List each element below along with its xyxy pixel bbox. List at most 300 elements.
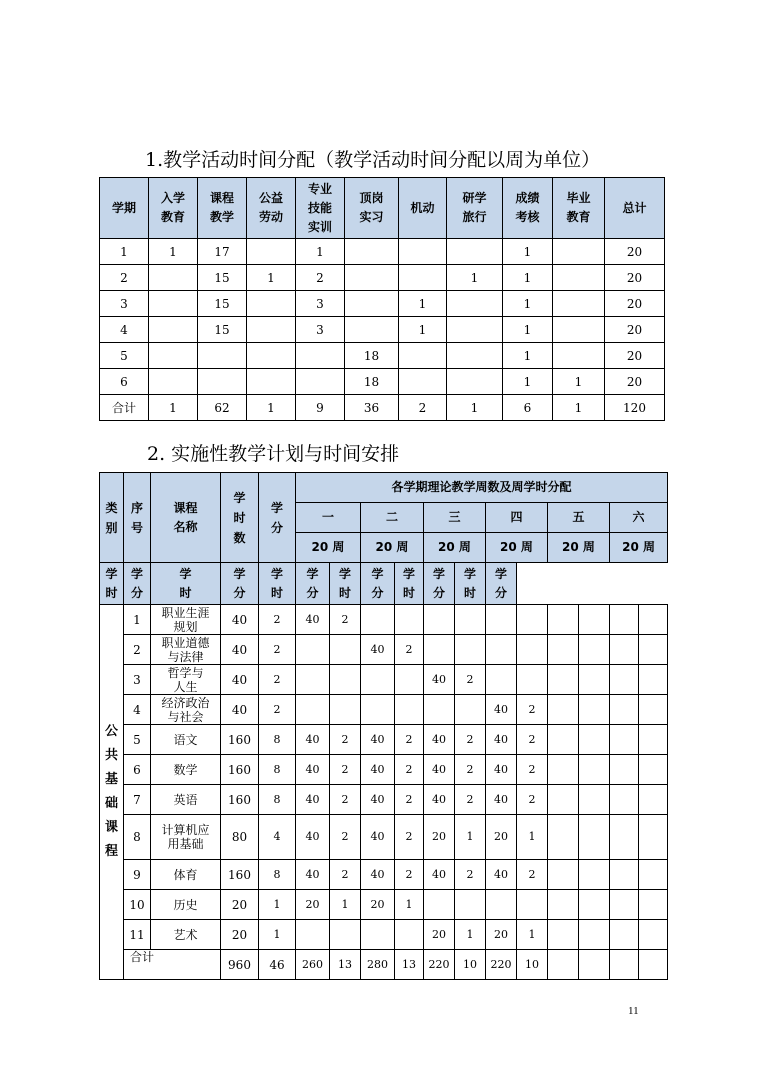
table1-header-cell: 毕业 教育	[553, 178, 605, 239]
semester-value-cell: 40	[424, 725, 455, 755]
semester-header: 四	[486, 503, 548, 533]
table1-cell: 9	[296, 395, 345, 421]
seq-cell: 8	[124, 815, 151, 860]
semester-value-cell: 2	[330, 815, 361, 860]
table1-cell: 1	[503, 239, 553, 265]
semester-value-cell	[548, 920, 579, 950]
table1-cell	[296, 369, 345, 395]
page-number: 11	[628, 1005, 639, 1017]
semester-value-cell	[455, 695, 486, 725]
table1-header-cell: 课程 教学	[198, 178, 247, 239]
semester-value-cell	[579, 605, 610, 635]
semester-value-cell: 2	[395, 815, 424, 860]
sub-credits-header: 学 分	[486, 563, 517, 605]
semester-value-cell	[639, 890, 668, 920]
table1-cell	[149, 369, 198, 395]
course-name-cell: 英语	[151, 785, 221, 815]
table1-header-cell: 专业 技能 实训	[296, 178, 345, 239]
weeks-header: 20 周	[424, 533, 486, 563]
semester-value-cell: 2	[517, 785, 548, 815]
semester-value-cell: 2	[330, 860, 361, 890]
semester-value-cell	[395, 920, 424, 950]
table1-cell: 6	[100, 369, 149, 395]
semester-value-cell	[361, 695, 395, 725]
semester-value-cell: 2	[330, 785, 361, 815]
semester-value-cell: 2	[395, 785, 424, 815]
section-1-title: 1.教学活动时间分配（教学活动时间分配以周为单位）	[145, 149, 601, 171]
table1-cell: 5	[100, 343, 149, 369]
course-name-cell: 历史	[151, 890, 221, 920]
semester-header: 六	[610, 503, 668, 533]
semester-value-cell: 1	[517, 920, 548, 950]
course-name-cell: 职业道德 与法律	[151, 635, 221, 665]
course-name-cell: 经济政治 与社会	[151, 695, 221, 725]
table1-cell: 20	[605, 291, 665, 317]
semester-value-cell: 40	[486, 695, 517, 725]
semester-value-cell	[424, 695, 455, 725]
table1-cell	[149, 317, 198, 343]
table-row	[100, 665, 668, 695]
semester-value-cell	[639, 755, 668, 785]
semester-value-cell	[361, 665, 395, 695]
semester-header: 三	[424, 503, 486, 533]
table1-cell: 1	[553, 395, 605, 421]
table-row	[100, 317, 665, 343]
seq-cell: 6	[124, 755, 151, 785]
credits-cell: 8	[259, 755, 296, 785]
category-header: 类 别	[100, 473, 124, 563]
course-name-cell: 职业生涯 规划	[151, 605, 221, 635]
table1-header-row	[100, 178, 665, 239]
semester-value-cell: 2	[455, 785, 486, 815]
total-hours-cell: 960	[221, 950, 259, 980]
semester-value-cell: 1	[330, 890, 361, 920]
weeks-header: 20 周	[548, 533, 610, 563]
semester-value-cell	[517, 635, 548, 665]
table-row	[100, 860, 668, 890]
table1-cell	[447, 291, 503, 317]
semester-header: 二	[361, 503, 424, 533]
semester-value-cell: 20	[424, 920, 455, 950]
table-row	[100, 725, 668, 755]
hours-cell: 80	[221, 815, 259, 860]
total-value-cell: 280	[361, 950, 395, 980]
sub-credits-header: 学 分	[124, 563, 151, 605]
total-value-cell: 13	[330, 950, 361, 980]
semester-value-cell	[424, 635, 455, 665]
table1-cell	[447, 317, 503, 343]
semester-value-cell	[610, 635, 639, 665]
semester-value-cell: 2	[395, 635, 424, 665]
sub-hours-header: 学 时	[259, 563, 296, 605]
semester-value-cell	[610, 890, 639, 920]
semester-value-cell: 2	[455, 755, 486, 785]
semester-header: 五	[548, 503, 610, 533]
semester-value-cell	[486, 890, 517, 920]
total-label-cell: 合计	[124, 950, 221, 980]
semester-value-cell	[548, 815, 579, 860]
semester-value-cell: 2	[455, 860, 486, 890]
table-row	[100, 291, 665, 317]
table1-cell	[399, 239, 447, 265]
table-row	[100, 239, 665, 265]
credits-cell: 2	[259, 605, 296, 635]
credits-header: 学 分	[259, 473, 296, 563]
semester-value-cell	[579, 890, 610, 920]
table1-cell: 3	[100, 291, 149, 317]
sub-hours-header: 学 时	[395, 563, 424, 605]
table1-header-cell: 顶岗 实习	[345, 178, 399, 239]
table1-header-cell: 成绩 考核	[503, 178, 553, 239]
semester-value-cell	[579, 665, 610, 695]
semester-value-cell	[548, 635, 579, 665]
semester-value-cell	[610, 725, 639, 755]
table1-cell: 1	[247, 395, 296, 421]
table1-cell	[247, 317, 296, 343]
total-value-cell: 10	[455, 950, 486, 980]
total-value-cell	[610, 950, 639, 980]
table-row	[100, 369, 665, 395]
table-row	[100, 605, 668, 635]
table1-cell	[345, 291, 399, 317]
semester-value-cell	[361, 920, 395, 950]
weeks-header: 20 周	[610, 533, 668, 563]
semester-value-cell	[486, 635, 517, 665]
course-name-cell: 计算机应 用基础	[151, 815, 221, 860]
table1-cell: 18	[345, 343, 399, 369]
table1-cell: 3	[296, 291, 345, 317]
semester-value-cell: 40	[361, 860, 395, 890]
table1-cell: 20	[605, 317, 665, 343]
table1-cell: 15	[198, 291, 247, 317]
table1-cell: 120	[605, 395, 665, 421]
table1-cell: 20	[605, 369, 665, 395]
teaching-activity-time-table	[99, 177, 665, 421]
weeks-header: 20 周	[486, 533, 548, 563]
table1-cell	[345, 317, 399, 343]
semester-value-cell	[455, 635, 486, 665]
weeks-header: 20 周	[296, 533, 361, 563]
sub-credits-header: 学 分	[296, 563, 330, 605]
table1-cell: 2	[100, 265, 149, 291]
semester-value-cell: 20	[424, 815, 455, 860]
semester-value-cell: 40	[424, 755, 455, 785]
semester-value-cell	[610, 695, 639, 725]
table1-cell: 15	[198, 317, 247, 343]
semester-value-cell	[330, 695, 361, 725]
table1-cell	[247, 291, 296, 317]
hours-cell: 40	[221, 665, 259, 695]
sub-hours-header: 学 时	[100, 563, 124, 605]
semester-value-cell	[610, 665, 639, 695]
credits-cell: 2	[259, 695, 296, 725]
semester-value-cell: 1	[455, 920, 486, 950]
course-name-cell: 数学	[151, 755, 221, 785]
semester-value-cell: 40	[424, 665, 455, 695]
table1-cell	[149, 265, 198, 291]
table1-cell	[345, 265, 399, 291]
table1-cell	[247, 343, 296, 369]
semester-value-cell	[296, 635, 330, 665]
sub-hours-header: 学 时	[151, 563, 221, 605]
hours-cell: 40	[221, 695, 259, 725]
semester-value-cell	[639, 695, 668, 725]
table1-cell	[149, 291, 198, 317]
semester-value-cell	[455, 605, 486, 635]
table1-header-cell: 学期	[100, 178, 149, 239]
semester-value-cell	[579, 725, 610, 755]
semester-value-cell	[424, 605, 455, 635]
semester-value-cell	[639, 785, 668, 815]
semester-value-cell: 2	[517, 755, 548, 785]
semester-value-cell	[639, 725, 668, 755]
seq-cell: 5	[124, 725, 151, 755]
table-row	[100, 695, 668, 725]
hours-cell: 20	[221, 920, 259, 950]
table1-header-cell: 机动	[399, 178, 447, 239]
table1-cell: 1	[503, 369, 553, 395]
table-row	[100, 343, 665, 369]
table1-cell: 3	[296, 317, 345, 343]
semester-value-cell: 40	[361, 815, 395, 860]
semester-value-cell: 1	[517, 815, 548, 860]
semester-value-cell	[517, 605, 548, 635]
table1-cell	[553, 265, 605, 291]
credits-cell: 4	[259, 815, 296, 860]
table1-cell	[149, 343, 198, 369]
total-credits-cell: 46	[259, 950, 296, 980]
sub-credits-header: 学 分	[424, 563, 455, 605]
semester-value-cell	[639, 665, 668, 695]
table1-cell: 20	[605, 239, 665, 265]
semester-value-cell	[548, 860, 579, 890]
seq-cell: 4	[124, 695, 151, 725]
semester-value-cell: 40	[486, 725, 517, 755]
seq-cell: 2	[124, 635, 151, 665]
credits-cell: 1	[259, 890, 296, 920]
table1-cell	[198, 369, 247, 395]
semester-value-cell: 20	[486, 815, 517, 860]
semester-value-cell: 2	[330, 755, 361, 785]
semester-value-cell	[424, 890, 455, 920]
semester-value-cell	[639, 605, 668, 635]
credits-cell: 1	[259, 920, 296, 950]
semester-value-cell: 1	[455, 815, 486, 860]
table1-header-cell: 公益 劳动	[247, 178, 296, 239]
course-name-cell: 哲学与 人生	[151, 665, 221, 695]
semester-value-cell	[639, 635, 668, 665]
semester-value-cell	[639, 815, 668, 860]
semester-value-cell	[548, 695, 579, 725]
table1-cell: 1	[503, 317, 553, 343]
table-row	[100, 265, 665, 291]
semester-value-cell	[610, 785, 639, 815]
semester-value-cell	[548, 665, 579, 695]
seq-cell: 1	[124, 605, 151, 635]
sub-hours-header: 学 时	[330, 563, 361, 605]
semester-value-cell: 20	[486, 920, 517, 950]
table1-cell: 15	[198, 265, 247, 291]
table1-cell	[447, 369, 503, 395]
semester-value-cell: 40	[361, 785, 395, 815]
total-value-cell	[548, 950, 579, 980]
credits-cell: 8	[259, 785, 296, 815]
table1-cell: 2	[296, 265, 345, 291]
semester-value-cell	[296, 665, 330, 695]
seq-cell: 7	[124, 785, 151, 815]
semester-value-cell	[548, 890, 579, 920]
semester-value-cell	[579, 815, 610, 860]
table1-cell: 1	[447, 395, 503, 421]
semester-value-cell: 2	[455, 665, 486, 695]
semester-value-cell	[330, 920, 361, 950]
table1-cell	[247, 369, 296, 395]
total-value-cell: 260	[296, 950, 330, 980]
table-row	[100, 890, 668, 920]
table1-cell: 1	[149, 239, 198, 265]
semester-value-cell	[455, 890, 486, 920]
table1-cell: 1	[503, 343, 553, 369]
semester-value-cell: 2	[330, 725, 361, 755]
semester-value-cell	[610, 860, 639, 890]
semester-value-cell: 40	[296, 725, 330, 755]
section-2-title: 2. 实施性教学计划与时间安排	[147, 443, 400, 465]
table1-cell	[399, 369, 447, 395]
table1-cell	[399, 343, 447, 369]
semester-value-cell: 40	[296, 785, 330, 815]
semester-value-cell: 1	[395, 890, 424, 920]
weeks-header: 20 周	[361, 533, 424, 563]
semester-header: 一	[296, 503, 361, 533]
table1-cell	[198, 343, 247, 369]
table-row	[100, 635, 668, 665]
semester-value-cell	[486, 605, 517, 635]
semester-value-cell	[517, 890, 548, 920]
semester-value-cell	[639, 920, 668, 950]
semester-value-cell	[395, 605, 424, 635]
table1-cell: 1	[247, 265, 296, 291]
sub-header-row	[100, 563, 668, 605]
table1-header-cell: 入学 教育	[149, 178, 198, 239]
total-value-cell: 220	[486, 950, 517, 980]
semester-value-cell	[639, 860, 668, 890]
semester-value-cell	[610, 605, 639, 635]
table1-cell: 36	[345, 395, 399, 421]
table1-header-cell: 研学 旅行	[447, 178, 503, 239]
table-row	[100, 395, 665, 421]
table1-cell: 1	[503, 265, 553, 291]
semester-value-cell: 2	[517, 725, 548, 755]
total-value-cell: 220	[424, 950, 455, 980]
table-row	[100, 815, 668, 860]
semester-value-cell	[548, 725, 579, 755]
sub-credits-header: 学 分	[221, 563, 259, 605]
table1-cell	[553, 317, 605, 343]
category-cell: 公 共 基 础 课 程	[100, 605, 124, 980]
sub-credits-header: 学 分	[361, 563, 395, 605]
credits-cell: 8	[259, 725, 296, 755]
semester-value-cell	[610, 920, 639, 950]
semester-value-cell	[486, 665, 517, 695]
semester-value-cell	[395, 665, 424, 695]
table1-cell	[447, 239, 503, 265]
seq-cell: 3	[124, 665, 151, 695]
semester-value-cell	[548, 785, 579, 815]
semester-value-cell: 40	[486, 785, 517, 815]
semester-value-cell	[296, 695, 330, 725]
table1-cell: 1	[100, 239, 149, 265]
semester-value-cell: 40	[361, 635, 395, 665]
distribution-header: 各学期理论教学周数及周学时分配	[296, 473, 668, 503]
semester-value-cell: 20	[361, 890, 395, 920]
course-name-header: 课程 名称	[151, 473, 221, 563]
semester-value-cell: 2	[395, 860, 424, 890]
table1-cell	[296, 343, 345, 369]
credits-cell: 2	[259, 665, 296, 695]
table1-cell: 1	[447, 265, 503, 291]
table1-cell	[553, 291, 605, 317]
credits-cell: 8	[259, 860, 296, 890]
semester-value-cell	[610, 755, 639, 785]
table1-cell: 1	[296, 239, 345, 265]
table1-cell	[553, 239, 605, 265]
table1-cell: 2	[399, 395, 447, 421]
semester-value-cell	[579, 695, 610, 725]
semester-value-cell: 2	[517, 695, 548, 725]
semester-value-cell: 40	[361, 725, 395, 755]
semester-value-cell: 40	[296, 605, 330, 635]
seq-cell: 10	[124, 890, 151, 920]
semester-value-cell: 2	[517, 860, 548, 890]
sub-hours-header: 学 时	[455, 563, 486, 605]
teaching-plan-table	[99, 472, 668, 980]
table1-cell: 1	[553, 369, 605, 395]
semester-value-cell: 40	[486, 860, 517, 890]
semester-value-cell: 2	[330, 605, 361, 635]
hours-cell: 160	[221, 755, 259, 785]
semester-value-cell	[579, 785, 610, 815]
hours-cell: 40	[221, 635, 259, 665]
seq-cell: 9	[124, 860, 151, 890]
table1-cell: 20	[605, 265, 665, 291]
semester-value-cell	[548, 605, 579, 635]
semester-value-cell: 40	[361, 755, 395, 785]
table1-cell: 1	[503, 291, 553, 317]
semester-value-cell: 2	[395, 725, 424, 755]
table1-cell: 合计	[100, 395, 149, 421]
total-value-cell	[579, 950, 610, 980]
hours-header: 学 时 数	[221, 473, 259, 563]
total-value-cell	[639, 950, 668, 980]
semester-value-cell: 2	[395, 755, 424, 785]
credits-cell: 2	[259, 635, 296, 665]
semester-value-cell: 40	[296, 815, 330, 860]
total-value-cell: 10	[517, 950, 548, 980]
seq-cell: 11	[124, 920, 151, 950]
semester-value-cell	[296, 920, 330, 950]
semester-value-cell	[579, 860, 610, 890]
semester-value-cell: 40	[486, 755, 517, 785]
semester-value-cell: 40	[296, 860, 330, 890]
semester-value-cell: 40	[424, 860, 455, 890]
hours-cell: 160	[221, 725, 259, 755]
semester-value-cell	[579, 920, 610, 950]
semester-value-cell: 40	[296, 755, 330, 785]
semester-value-cell	[579, 755, 610, 785]
table1-cell: 4	[100, 317, 149, 343]
table1-cell	[447, 343, 503, 369]
table1-cell: 20	[605, 343, 665, 369]
